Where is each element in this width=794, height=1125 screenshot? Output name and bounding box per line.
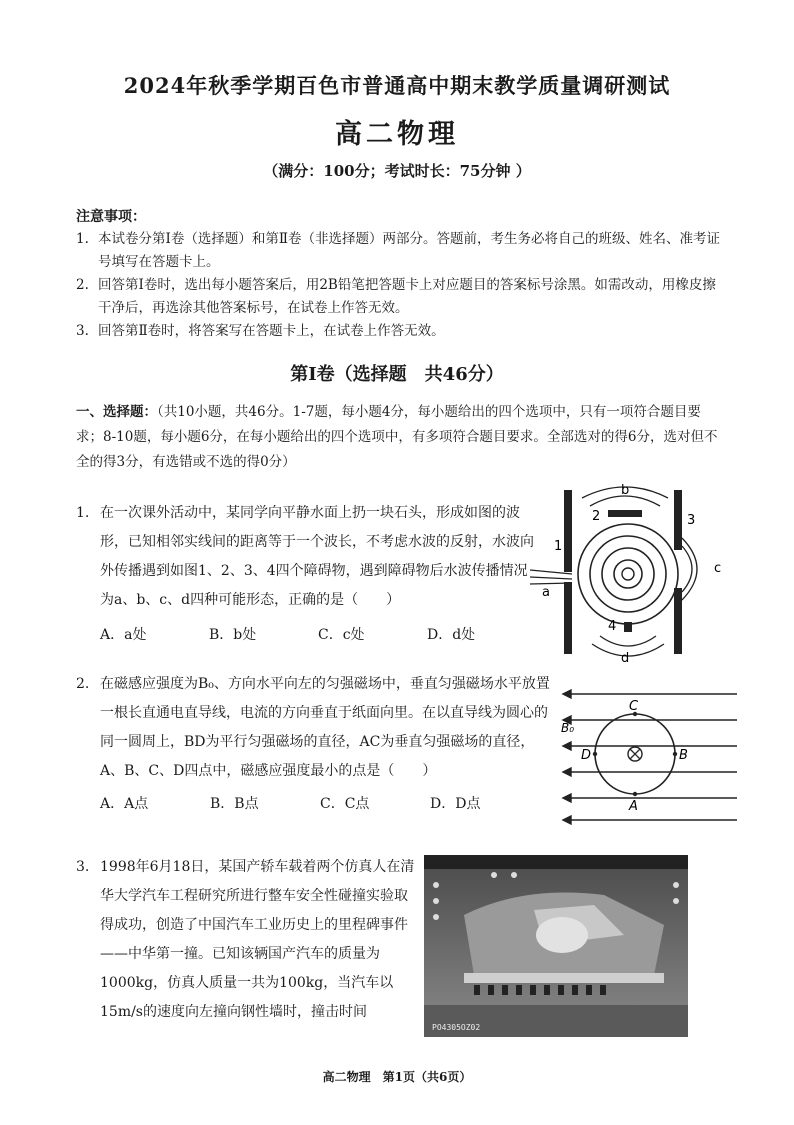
option-d: D．d处 bbox=[427, 627, 476, 643]
fig1-label-a: a bbox=[542, 585, 550, 600]
question-number: 2. bbox=[76, 676, 90, 692]
option-b: B．b处 bbox=[209, 627, 257, 643]
section-title: 第Ⅰ卷（选择题 共46分） bbox=[290, 364, 504, 385]
page-footer: 高二物理 第1页（共6页） bbox=[322, 1070, 472, 1084]
exam-title: 2024年秋季学期百色市普通高中期末教学质量调研测试 bbox=[123, 73, 671, 98]
crash-photo-image bbox=[424, 855, 688, 1037]
options bbox=[100, 621, 536, 650]
question-2 bbox=[76, 670, 554, 819]
wave-figure bbox=[520, 480, 730, 670]
fig1-label-4: 4 bbox=[608, 619, 617, 634]
fig1-label-c: c bbox=[714, 561, 722, 576]
photo-caption: PO4305OZ02 bbox=[432, 1023, 481, 1032]
part-instructions bbox=[76, 400, 726, 475]
notice-number: 3. bbox=[76, 323, 89, 339]
notice-text: 本试卷分第Ⅰ卷（选择题）和第Ⅱ卷（非选择题）两部分。答题前，考生务必将自己的班级、姓名、准考证号填写在答题卡上。 bbox=[98, 231, 721, 270]
crash-test-photo bbox=[424, 855, 688, 1037]
fig1-label-d: d bbox=[621, 651, 630, 666]
question-1 bbox=[76, 499, 536, 650]
notice-heading: 注意事项： bbox=[76, 209, 146, 225]
fig2-label-a: A bbox=[629, 799, 638, 814]
fig1-label-2: 2 bbox=[592, 509, 601, 524]
score-info: （满分：100分；考试时长：75分钟 ） bbox=[263, 162, 531, 180]
fig2-label-b0: B₀ bbox=[561, 721, 575, 735]
fig1-label-1: 1 bbox=[554, 539, 563, 554]
part-text: （共10小题，共46分。1-7题，每小题4分，每小题给出的四个选项中，只有一项符合题目要求；8-10题，每小题6分，在每小题给出的四个选项中，有多项符合题目要求。全部选对的得6分，选对但不全的得3分，有选错或不选的得0分） bbox=[76, 404, 718, 470]
fig1-label-3: 3 bbox=[687, 513, 696, 528]
option-c: C．C点 bbox=[320, 796, 370, 812]
option-a: A．a处 bbox=[100, 627, 147, 643]
option-d: D．D点 bbox=[430, 796, 481, 812]
question-number: 1. bbox=[76, 505, 90, 521]
options bbox=[100, 790, 554, 819]
notice-text: 回答第Ⅱ卷时，将答案写在答题卡上，在试卷上作答无效。 bbox=[98, 323, 445, 339]
question-3 bbox=[76, 853, 416, 1027]
notice-item bbox=[76, 274, 726, 320]
notice-number: 2. bbox=[76, 277, 89, 293]
question-number: 3. bbox=[76, 859, 90, 875]
fig2-label-d: D bbox=[581, 748, 592, 763]
fig2-label-c: C bbox=[629, 699, 639, 714]
question-text: 1998年6月18日，某国产轿车载着两个仿真人在清华大学汽车工程研究所进行整车安全性碰撞实验取得成功，创造了中国汽车工业历史上的里程碑事件——中华第一撞。已知该辆国产汽车的质量为1000kg，仿真人质量一共为100kg，当汽车以15m/s的速度向左撞向钢性墙时，撞击时间 bbox=[100, 859, 415, 1020]
question-text: 在一次课外活动中，某同学向平静水面上扔一块石头，形成如图的波形，已知相邻实线间的距离等于一个波长，不考虑水波的反射，水波向外传播遇到如图1、2、3、4四个障碍物，遇到障碍物后水波传播情况为a、b、c、d四种可能形态，正确的是（ ） bbox=[100, 505, 534, 608]
option-c: C．c处 bbox=[318, 627, 365, 643]
option-b: B．B点 bbox=[210, 796, 259, 812]
notice-list bbox=[76, 228, 726, 343]
magnetic-field-figure bbox=[555, 680, 745, 830]
notice-text: 回答第Ⅰ卷时，选出每小题答案后，用2B铅笔把答题卡上对应题目的答案标号涂黑。如需改动，用橡皮擦干净后，再选涂其他答案标号，在试卷上作答无效。 bbox=[98, 277, 716, 316]
part-lead: 一、选择题： bbox=[76, 404, 157, 420]
question-text: 在磁感应强度为B₀、方向水平向左的匀强磁场中，垂直匀强磁场水平放置一根长直通电直导线，电流的方向垂直于纸面向里。在以直导线为圆心的同一圆周上，BD为平行匀强磁场的直径，AC为垂直匀强磁场的直径，A、B、C、D四点中，磁感应强度最小的点是（ ） bbox=[100, 676, 550, 779]
fig1-label-b: b bbox=[621, 483, 630, 498]
notice-number: 1. bbox=[76, 231, 89, 247]
notice-item bbox=[76, 320, 726, 343]
fig2-label-b: B bbox=[679, 748, 688, 763]
notice-item bbox=[76, 228, 726, 274]
option-a: A．A点 bbox=[100, 796, 149, 812]
subject-title: 高二物理 bbox=[335, 119, 459, 150]
